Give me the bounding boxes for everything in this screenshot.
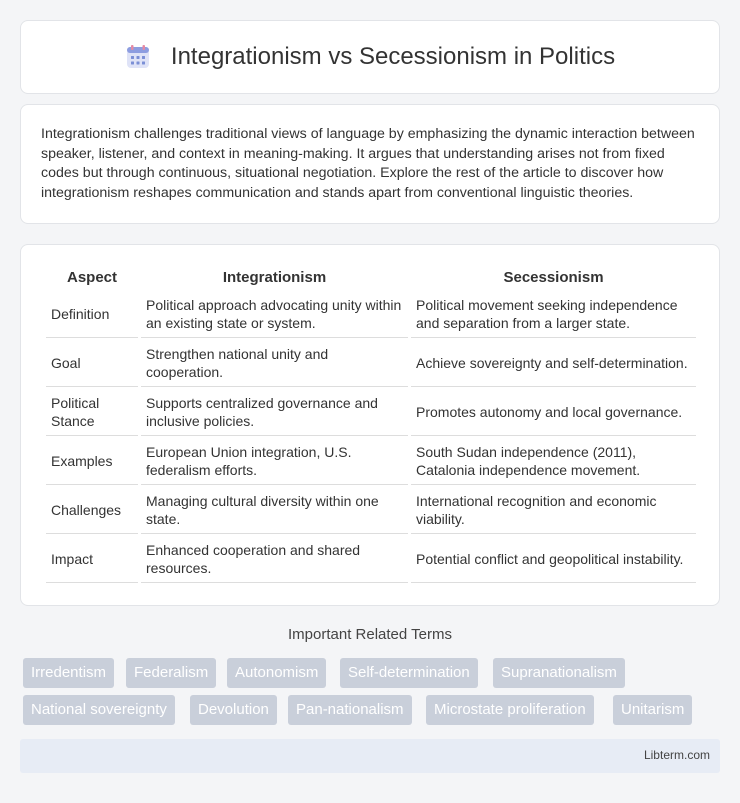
tag-supranationalism[interactable]: Supranationalism: [493, 658, 625, 688]
cell-aspect: Impact: [46, 536, 138, 583]
footer-site-link[interactable]: Libterm.com: [643, 748, 710, 762]
footer-bar: [20, 739, 720, 773]
table-row: [46, 438, 696, 485]
cell-secessionism: Potential conflict and geopolitical instability.: [411, 536, 696, 583]
cell-aspect: Examples: [46, 438, 138, 485]
cell-aspect: Definition: [46, 291, 138, 338]
tag-microstate-proliferation[interactable]: Microstate proliferation: [426, 695, 594, 725]
table-row: [46, 487, 696, 534]
tag-unitarism[interactable]: Unitarism: [613, 695, 692, 725]
tag-devolution[interactable]: Devolution: [190, 695, 277, 725]
cell-secessionism: Political movement seeking independence and separation from a larger state.: [411, 291, 696, 338]
calendar-grid-icon: [125, 44, 151, 70]
tag-irredentism[interactable]: Irredentism: [23, 658, 114, 688]
intro-paragraph: Integrationism challenges traditional views of language by emphasizing the dynamic interaction between speaker, listener, and context in meaning-making. It argues that understanding arises not from fixed codes but through continuous, situational negotiation. Explore the rest of the article to discover how integrationism reshapes communication and stands apart from conventional linguistic theories.: [41, 126, 695, 201]
related-terms-title: Important Related Terms: [288, 626, 452, 643]
tag-autonomism[interactable]: Autonomism: [227, 658, 326, 688]
tag-pan-nationalism[interactable]: Pan-nationalism: [288, 695, 412, 725]
header-card: [20, 20, 720, 94]
header-integrationism: Integrationism: [222, 269, 327, 286]
table-row: [46, 340, 696, 387]
cell-integrationism: European Union integration, U.S. federalism efforts.: [141, 438, 408, 485]
comparison-table: [43, 263, 699, 585]
cell-integrationism: Strengthen national unity and cooperation.: [141, 340, 408, 387]
cell-secessionism: International recognition and economic viability.: [411, 487, 696, 534]
page-title: Integrationism vs Secessionism in Politics: [170, 43, 616, 70]
table-row: [46, 389, 696, 436]
header-aspect: Aspect: [66, 269, 118, 286]
cell-aspect: Political Stance: [46, 389, 138, 436]
cell-aspect: Challenges: [46, 487, 138, 534]
cell-secessionism: Achieve sovereignty and self-determination.: [411, 340, 696, 387]
tag-national-sovereignty[interactable]: National sovereignty: [23, 695, 175, 725]
intro-card: [20, 104, 720, 224]
table-row: [46, 536, 696, 583]
table-header-row: [46, 265, 696, 289]
tag-federalism[interactable]: Federalism: [126, 658, 216, 688]
cell-integrationism: Supports centralized governance and inclusive policies.: [141, 389, 408, 436]
tag-self-determination[interactable]: Self-determination: [340, 658, 478, 688]
header-secessionism: Secessionism: [503, 269, 604, 286]
cell-integrationism: Enhanced cooperation and shared resources.: [141, 536, 408, 583]
cell-secessionism: South Sudan independence (2011), Catalonia independence movement.: [411, 438, 696, 485]
cell-secessionism: Promotes autonomy and local governance.: [411, 389, 696, 436]
cell-integrationism: Managing cultural diversity within one state.: [141, 487, 408, 534]
table-row: [46, 291, 696, 338]
cell-integrationism: Political approach advocating unity within an existing state or system.: [141, 291, 408, 338]
cell-aspect: Goal: [46, 340, 138, 387]
comparison-card: [20, 244, 720, 606]
